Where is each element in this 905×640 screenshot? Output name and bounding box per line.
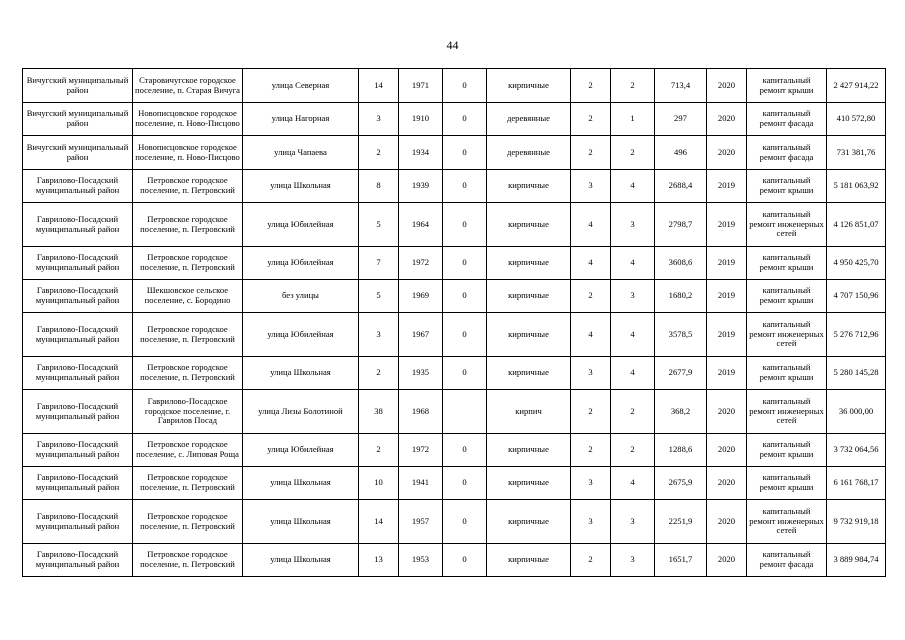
plan-year-cell: 2019: [707, 357, 747, 390]
cost-cell: 410 572,80: [827, 103, 886, 136]
wall-material-cell: кирпичные: [487, 203, 571, 247]
area-cell: 1651,7: [655, 544, 707, 577]
floors-cell: 2: [571, 136, 611, 170]
settlement-cell: Петровское городское поселение, п. Петровский: [133, 203, 243, 247]
entrances-cell: 2: [611, 69, 655, 103]
settlement-cell: Старовичугское городское поселение, п. Старая Вичуга: [133, 69, 243, 103]
plan-year-cell: 2020: [707, 434, 747, 467]
house-number-cell: 5: [359, 280, 399, 313]
value-cell: 0: [443, 280, 487, 313]
build-year-cell: 1957: [399, 500, 443, 544]
area-cell: 2675,9: [655, 467, 707, 500]
area-cell: 2251,9: [655, 500, 707, 544]
work-type-cell: капитальный ремонт крыши: [747, 247, 827, 280]
plan-year-cell: 2019: [707, 203, 747, 247]
wall-material-cell: кирпичные: [487, 500, 571, 544]
area-cell: 3608,6: [655, 247, 707, 280]
table-row: [23, 170, 886, 203]
settlement-cell: Петровское городское поселение, п. Петровский: [133, 544, 243, 577]
work-type-cell: капитальный ремонт крыши: [747, 280, 827, 313]
district-cell: Гаврилово-Посадский муниципальный район: [23, 247, 133, 280]
house-number-cell: 3: [359, 313, 399, 357]
wall-material-cell: кирпичные: [487, 357, 571, 390]
cost-cell: 3 732 064,56: [827, 434, 886, 467]
build-year-cell: 1969: [399, 280, 443, 313]
value-cell: 0: [443, 544, 487, 577]
house-number-cell: 38: [359, 390, 399, 434]
street-cell: улица Школьная: [243, 544, 359, 577]
street-cell: улица Школьная: [243, 357, 359, 390]
area-cell: 3578,5: [655, 313, 707, 357]
street-cell: улица Школьная: [243, 170, 359, 203]
cost-cell: 4 126 851,07: [827, 203, 886, 247]
area-cell: 2677,9: [655, 357, 707, 390]
district-cell: Гаврилово-Посадский муниципальный район: [23, 170, 133, 203]
build-year-cell: 1953: [399, 544, 443, 577]
district-cell: Гаврилово-Посадский муниципальный район: [23, 544, 133, 577]
area-cell: 368,2: [655, 390, 707, 434]
work-type-cell: капитальный ремонт инженерных сетей: [747, 313, 827, 357]
floors-cell: 2: [571, 434, 611, 467]
settlement-cell: Новописцовское городское поселение, п. Ново-Писцово: [133, 103, 243, 136]
value-cell: 0: [443, 136, 487, 170]
wall-material-cell: кирпичные: [487, 434, 571, 467]
table-row: [23, 434, 886, 467]
build-year-cell: 1972: [399, 434, 443, 467]
work-type-cell: капитальный ремонт крыши: [747, 467, 827, 500]
entrances-cell: 3: [611, 544, 655, 577]
street-cell: улица Лизы Болотиной: [243, 390, 359, 434]
entrances-cell: 2: [611, 390, 655, 434]
district-cell: Гаврилово-Посадский муниципальный район: [23, 357, 133, 390]
value-cell: 0: [443, 357, 487, 390]
plan-year-cell: 2019: [707, 247, 747, 280]
settlement-cell: Петровское городское поселение, п. Петровский: [133, 467, 243, 500]
table-row: [23, 136, 886, 170]
value-cell: 0: [443, 203, 487, 247]
floors-cell: 2: [571, 280, 611, 313]
plan-year-cell: 2019: [707, 280, 747, 313]
table-row: [23, 357, 886, 390]
district-cell: Гаврилово-Посадский муниципальный район: [23, 313, 133, 357]
cost-cell: 3 889 984,74: [827, 544, 886, 577]
entrances-cell: 3: [611, 203, 655, 247]
area-cell: 2688,4: [655, 170, 707, 203]
cost-cell: 36 000,00: [827, 390, 886, 434]
wall-material-cell: деревянные: [487, 136, 571, 170]
work-type-cell: капитальный ремонт инженерных сетей: [747, 500, 827, 544]
table-row: [23, 544, 886, 577]
entrances-cell: 1: [611, 103, 655, 136]
floors-cell: 4: [571, 203, 611, 247]
plan-year-cell: 2020: [707, 103, 747, 136]
value-cell: [443, 390, 487, 434]
floors-cell: 3: [571, 500, 611, 544]
value-cell: 0: [443, 247, 487, 280]
plan-year-cell: 2020: [707, 390, 747, 434]
district-cell: Гаврилово-Посадский муниципальный район: [23, 203, 133, 247]
settlement-cell: Шекшовское сельское поселение, с. Бородино: [133, 280, 243, 313]
entrances-cell: 4: [611, 467, 655, 500]
table-row: [23, 69, 886, 103]
house-number-cell: 8: [359, 170, 399, 203]
house-number-cell: 2: [359, 434, 399, 467]
cost-cell: 9 732 919,18: [827, 500, 886, 544]
street-cell: улица Школьная: [243, 500, 359, 544]
street-cell: улица Северная: [243, 69, 359, 103]
work-type-cell: капитальный ремонт крыши: [747, 69, 827, 103]
district-cell: Гаврилово-Посадский муниципальный район: [23, 390, 133, 434]
work-type-cell: капитальный ремонт фасада: [747, 544, 827, 577]
district-cell: Вичугский муниципальный район: [23, 103, 133, 136]
table-row: [23, 103, 886, 136]
area-cell: 1288,6: [655, 434, 707, 467]
district-cell: Вичугский муниципальный район: [23, 136, 133, 170]
table-row: [23, 280, 886, 313]
floors-cell: 2: [571, 69, 611, 103]
work-type-cell: капитальный ремонт крыши: [747, 357, 827, 390]
table-row: [23, 247, 886, 280]
work-type-cell: капитальный ремонт инженерных сетей: [747, 203, 827, 247]
area-cell: 297: [655, 103, 707, 136]
district-cell: Гаврилово-Посадский муниципальный район: [23, 467, 133, 500]
build-year-cell: 1971: [399, 69, 443, 103]
value-cell: 0: [443, 69, 487, 103]
street-cell: улица Чапаева: [243, 136, 359, 170]
entrances-cell: 3: [611, 500, 655, 544]
floors-cell: 4: [571, 247, 611, 280]
settlement-cell: Гаврилово-Посадское городское поселение, г. Гаврилов Посад: [133, 390, 243, 434]
street-cell: улица Школьная: [243, 467, 359, 500]
floors-cell: 2: [571, 544, 611, 577]
cost-cell: 731 381,76: [827, 136, 886, 170]
house-number-cell: 13: [359, 544, 399, 577]
plan-year-cell: 2019: [707, 170, 747, 203]
work-type-cell: капитальный ремонт крыши: [747, 434, 827, 467]
value-cell: 0: [443, 467, 487, 500]
entrances-cell: 2: [611, 136, 655, 170]
wall-material-cell: кирпичные: [487, 467, 571, 500]
area-cell: 1680,2: [655, 280, 707, 313]
floors-cell: 3: [571, 170, 611, 203]
house-number-cell: 14: [359, 500, 399, 544]
wall-material-cell: кирпичные: [487, 280, 571, 313]
work-type-cell: капитальный ремонт фасада: [747, 103, 827, 136]
street-cell: улица Нагорная: [243, 103, 359, 136]
settlement-cell: Петровское городское поселение, с. Липовая Роща: [133, 434, 243, 467]
street-cell: без улицы: [243, 280, 359, 313]
cost-cell: 6 161 768,17: [827, 467, 886, 500]
settlement-cell: Петровское городское поселение, п. Петровский: [133, 247, 243, 280]
house-number-cell: 2: [359, 357, 399, 390]
plan-year-cell: 2020: [707, 500, 747, 544]
work-type-cell: капитальный ремонт крыши: [747, 170, 827, 203]
work-type-cell: капитальный ремонт фасада: [747, 136, 827, 170]
floors-cell: 2: [571, 390, 611, 434]
street-cell: улица Юбилейная: [243, 313, 359, 357]
plan-year-cell: 2020: [707, 467, 747, 500]
page-number: 44: [446, 38, 459, 52]
settlement-cell: Петровское городское поселение, п. Петровский: [133, 170, 243, 203]
entrances-cell: 4: [611, 247, 655, 280]
table-row: [23, 500, 886, 544]
table-row: [23, 313, 886, 357]
cost-cell: 4 707 150,96: [827, 280, 886, 313]
settlement-cell: Петровское городское поселение, п. Петровский: [133, 500, 243, 544]
cost-cell: 5 280 145,28: [827, 357, 886, 390]
street-cell: улица Юбилейная: [243, 434, 359, 467]
house-number-cell: 2: [359, 136, 399, 170]
entrances-cell: 2: [611, 434, 655, 467]
plan-year-cell: 2020: [707, 136, 747, 170]
table-row: [23, 390, 886, 434]
build-year-cell: 1968: [399, 390, 443, 434]
district-cell: Гаврилово-Посадский муниципальный район: [23, 500, 133, 544]
build-year-cell: 1935: [399, 357, 443, 390]
plan-year-cell: 2019: [707, 313, 747, 357]
entrances-cell: 4: [611, 357, 655, 390]
value-cell: 0: [443, 103, 487, 136]
area-cell: 496: [655, 136, 707, 170]
table-row: [23, 203, 886, 247]
build-year-cell: 1934: [399, 136, 443, 170]
entrances-cell: 4: [611, 313, 655, 357]
build-year-cell: 1939: [399, 170, 443, 203]
area-cell: 2798,7: [655, 203, 707, 247]
value-cell: 0: [443, 500, 487, 544]
wall-material-cell: кирпичные: [487, 69, 571, 103]
house-number-cell: 14: [359, 69, 399, 103]
cost-cell: 5 181 063,92: [827, 170, 886, 203]
street-cell: улица Юбилейная: [243, 247, 359, 280]
wall-material-cell: деревянные: [487, 103, 571, 136]
district-cell: Вичугский муниципальный район: [23, 69, 133, 103]
build-year-cell: 1941: [399, 467, 443, 500]
house-number-cell: 5: [359, 203, 399, 247]
table-row: [23, 467, 886, 500]
street-cell: улица Юбилейная: [243, 203, 359, 247]
plan-year-cell: 2020: [707, 69, 747, 103]
housing-repair-table: [22, 68, 886, 577]
floors-cell: 3: [571, 357, 611, 390]
house-number-cell: 3: [359, 103, 399, 136]
entrances-cell: 4: [611, 170, 655, 203]
district-cell: Гаврилово-Посадский муниципальный район: [23, 434, 133, 467]
cost-cell: 2 427 914,22: [827, 69, 886, 103]
floors-cell: 4: [571, 313, 611, 357]
build-year-cell: 1967: [399, 313, 443, 357]
floors-cell: 2: [571, 103, 611, 136]
table-body: [23, 69, 886, 577]
wall-material-cell: кирпичные: [487, 170, 571, 203]
cost-cell: 5 276 712,96: [827, 313, 886, 357]
value-cell: 0: [443, 170, 487, 203]
house-number-cell: 10: [359, 467, 399, 500]
cost-cell: 4 950 425,70: [827, 247, 886, 280]
build-year-cell: 1964: [399, 203, 443, 247]
settlement-cell: Петровское городское поселение, п. Петровский: [133, 313, 243, 357]
area-cell: 713,4: [655, 69, 707, 103]
wall-material-cell: кирпич: [487, 390, 571, 434]
wall-material-cell: кирпичные: [487, 313, 571, 357]
value-cell: 0: [443, 313, 487, 357]
wall-material-cell: кирпичные: [487, 544, 571, 577]
entrances-cell: 3: [611, 280, 655, 313]
district-cell: Гаврилово-Посадский муниципальный район: [23, 280, 133, 313]
house-number-cell: 7: [359, 247, 399, 280]
work-type-cell: капитальный ремонт инженерных сетей: [747, 390, 827, 434]
wall-material-cell: кирпичные: [487, 247, 571, 280]
settlement-cell: Петровское городское поселение, п. Петровский: [133, 357, 243, 390]
build-year-cell: 1972: [399, 247, 443, 280]
build-year-cell: 1910: [399, 103, 443, 136]
plan-year-cell: 2020: [707, 544, 747, 577]
settlement-cell: Новописцовское городское поселение, п. Ново-Писцово: [133, 136, 243, 170]
value-cell: 0: [443, 434, 487, 467]
floors-cell: 3: [571, 467, 611, 500]
